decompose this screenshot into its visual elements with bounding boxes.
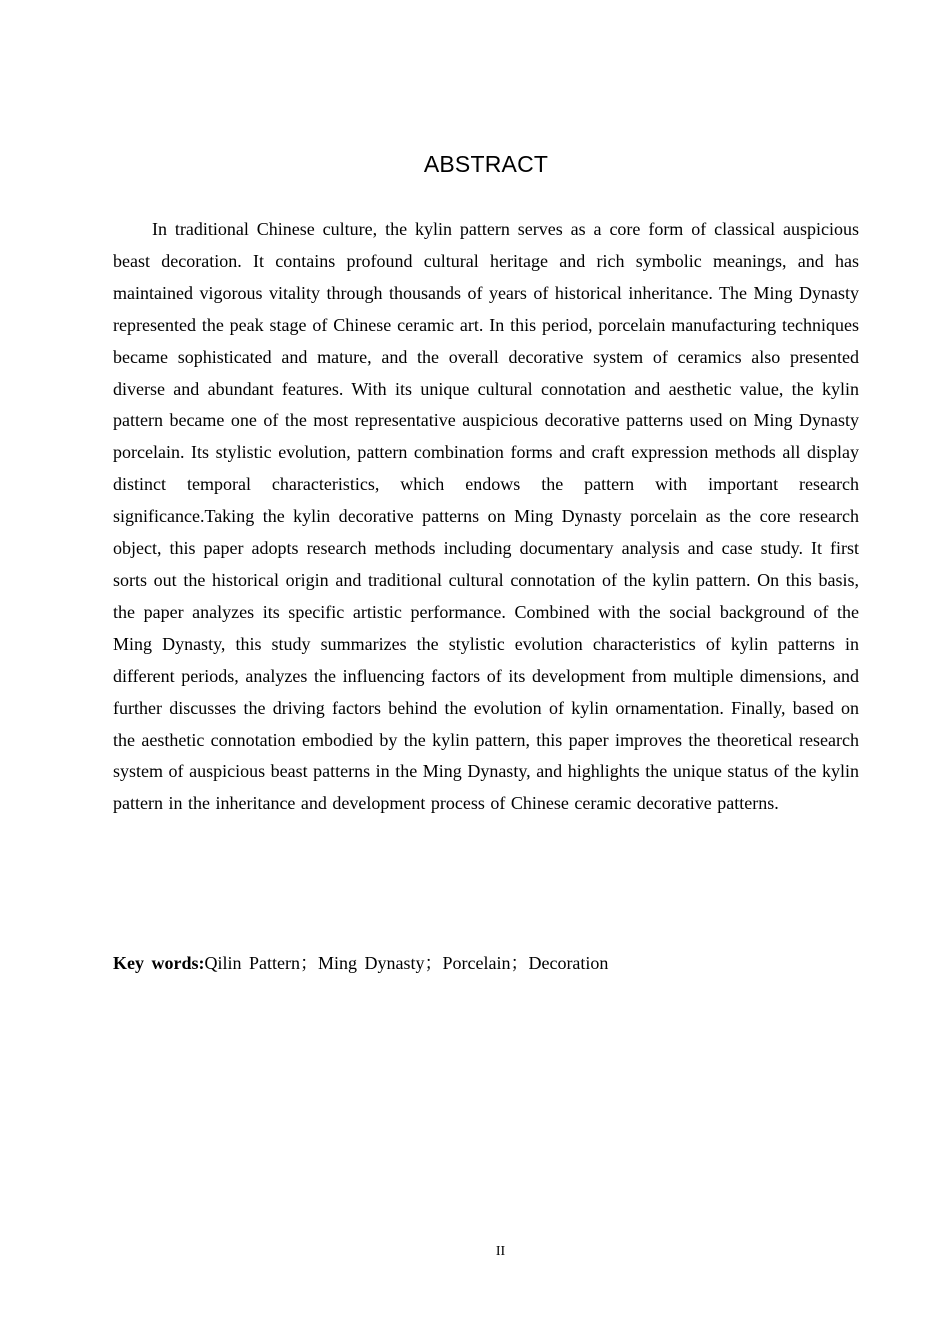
keywords-label: Key words: [113, 953, 205, 973]
keywords-line [113, 948, 859, 980]
keywords-list: Qilin Pattern；Ming Dynasty；Porcelain；Decoration [204, 953, 609, 973]
abstract-title: ABSTRACT [423, 151, 549, 177]
abstract-body: In traditional Chinese culture, the kylin pattern serves as a core form of classical auspicious beast decoration. It contains profound cultural heritage and rich symbolic meanings, and has maintained vigorous vitality through thousands of years of historical inheritance. The Ming Dynasty represented the peak stage of Chinese ceramic art. In this period, porcelain manufacturing techniques became sophisticated and mature, and the overall decorative system of ceramics also presented diverse and abundant features. With its unique cultural connotation and aesthetic value, the kylin pattern became one of the most representative auspicious decorative patterns used on Ming Dynasty porcelain. Its stylistic evolution, pattern combination forms and craft expression methods all display distinct temporal characteristics, which endows the pattern with important research significance.Taking the kylin decorative patterns on Ming Dynasty porcelain as the core research object, this paper adopts research methods including documentary analysis and case study. It first sorts out the historical origin and traditional cultural connotation of the kylin pattern. On this basis, the paper analyzes its specific artistic performance. Combined with the social background of the Ming Dynasty, this study summarizes the stylistic evolution characteristics of kylin patterns in different periods, analyzes the influencing factors of its development from multiple dimensions, and further discusses the driving factors behind the evolution of kylin ornamentation. Finally, based on the aesthetic connotation embodied by the kylin pattern, this paper improves the theoretical research system of auspicious beast patterns in the Ming Dynasty, and highlights the unique status of the kylin pattern in the inheritance and development process of Chinese ceramic decorative patterns. [113, 219, 859, 814]
page-number: II [495, 1244, 506, 1259]
